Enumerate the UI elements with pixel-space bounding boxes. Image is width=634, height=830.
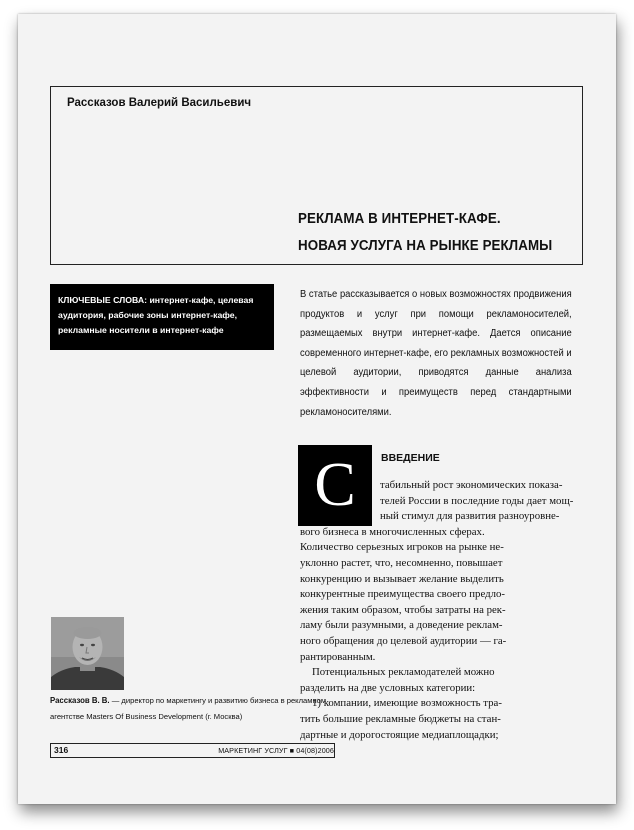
- body-line: жения таким образом, чтобы затраты на рек-: [300, 603, 506, 616]
- footer-rule-bottom: [50, 757, 335, 758]
- body-line: 1) компании, имеющие возможность тра-: [312, 697, 502, 710]
- body-line: конкуренцию и вызывает желание выделить: [300, 572, 504, 585]
- footer-rule-left: [50, 743, 51, 757]
- body-line: рантированным.: [300, 650, 376, 663]
- keywords-text: интернет-кафе, целевая аудитория, рабочие зоны интернет-кафе, рекламные носители в интернет-кафе: [58, 295, 254, 335]
- body-text: [300, 478, 583, 743]
- abstract: [300, 285, 583, 422]
- body-line: телей России в последние годы дает мощ-: [380, 494, 574, 507]
- body-line: дартные и дорогостоящие медиаплощадки;: [300, 728, 499, 741]
- body-line: конкурентные преимущества своего предло-: [300, 588, 505, 601]
- author-portrait: [51, 617, 124, 690]
- journal-name: МАРКЕТИНГ УСЛУГ ■ 04(08)2006: [218, 746, 334, 755]
- drop-cap: С: [298, 445, 372, 526]
- body-line: уклонно растет, что, несомненно, повышает: [300, 556, 503, 569]
- article-title: [298, 206, 560, 260]
- keywords-box: [50, 284, 274, 350]
- bio-text: — директор по маркетингу и развитию бизнеса в рекламном агентстве Masters Of Business Development (г. Москва): [50, 696, 327, 721]
- bio-name: Рассказов В. В.: [50, 696, 110, 705]
- body-line: ный стимул для развития разноуровне-: [380, 510, 560, 523]
- body-line: вого бизнеса в многочисленных сферах.: [300, 525, 485, 538]
- body-line: ламу были разумными, а доведение реклам-: [300, 619, 503, 632]
- page-number: 316: [54, 745, 69, 755]
- keywords-label: КЛЮЧЕВЫЕ СЛОВА:: [58, 295, 148, 305]
- title-line-1: РЕКЛАМА В ИНТЕРНЕТ-КАФЕ.: [298, 211, 501, 227]
- footer-rule-right: [334, 743, 335, 757]
- body-line: ного обращения до целевой аудитории — га-: [300, 634, 507, 647]
- body-line: разделить на две условных категории:: [300, 681, 476, 694]
- body-line: тить большие рекламные бюджеты на стан-: [300, 712, 501, 725]
- author-photo: [51, 617, 124, 690]
- author-bio: [50, 693, 340, 725]
- body-line: Потенциальных рекламодателей можно: [312, 666, 495, 679]
- title-line-2: НОВАЯ УСЛУГА НА РЫНКЕ РЕКЛАМЫ: [298, 238, 553, 254]
- section-title: ВВЕДЕНИЕ: [381, 452, 440, 464]
- abstract-text: В статье рассказывается о новых возможностях продвижения продуктов и услуг при помощи рекламоносителей, размещаемых внутри интернет-кафе. Дается описание современного интернет-кафе, его рекламных возможностей и целевой аудитории, приводятся данные анализа эффективности и преимуществ перед стандартными рекламоносителями.: [300, 289, 572, 418]
- author-name: Рассказов Валерий Васильевич: [67, 97, 252, 109]
- body-line: Количество серьезных игроков на рынке не-: [300, 541, 504, 554]
- footer-rule-top: [50, 743, 335, 744]
- body-line: табильный рост экономических показа-: [380, 479, 563, 491]
